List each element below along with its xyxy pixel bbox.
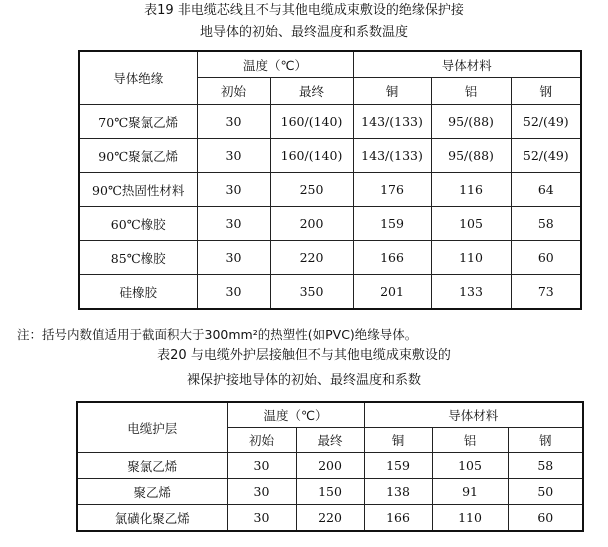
cell-final: 150 bbox=[296, 479, 364, 505]
header-insulation: 导体绝缘 bbox=[79, 51, 197, 105]
row-label: 硅橡胶 bbox=[79, 275, 197, 310]
cell-copper: 166 bbox=[364, 505, 432, 532]
cell-final: 200 bbox=[270, 207, 353, 241]
cell-copper: 176 bbox=[353, 173, 431, 207]
cell-final: 160/(140) bbox=[270, 139, 353, 173]
header-final: 最终 bbox=[270, 78, 353, 105]
header-material: 导体材料 bbox=[353, 51, 581, 78]
table20 bbox=[76, 401, 584, 532]
cell-steel: 52/(49) bbox=[511, 139, 581, 173]
cell-steel: 60 bbox=[511, 241, 581, 275]
header-final: 最终 bbox=[296, 428, 364, 453]
table-row bbox=[77, 479, 583, 505]
row-label: 85℃橡胶 bbox=[79, 241, 197, 275]
header-material: 导体材料 bbox=[364, 402, 583, 428]
cell-aluminum: 116 bbox=[431, 173, 511, 207]
cell-aluminum: 95/(88) bbox=[431, 139, 511, 173]
cell-aluminum: 95/(88) bbox=[431, 105, 511, 139]
cell-steel: 52/(49) bbox=[511, 105, 581, 139]
header-aluminum: 铝 bbox=[432, 428, 508, 453]
cell-aluminum: 105 bbox=[431, 207, 511, 241]
cell-initial: 30 bbox=[227, 453, 296, 479]
row-label: 90℃聚氯乙烯 bbox=[79, 139, 197, 173]
table-row bbox=[77, 505, 583, 532]
row-label: 70℃聚氯乙烯 bbox=[79, 105, 197, 139]
cell-final: 250 bbox=[270, 173, 353, 207]
cell-copper: 143/(133) bbox=[353, 105, 431, 139]
table-row bbox=[79, 207, 581, 241]
row-label: 氯磺化聚乙烯 bbox=[77, 505, 227, 532]
cell-copper: 143/(133) bbox=[353, 139, 431, 173]
cell-final: 350 bbox=[270, 275, 353, 310]
cell-final: 220 bbox=[296, 505, 364, 532]
row-label: 90℃热固性材料 bbox=[79, 173, 197, 207]
table-row bbox=[79, 241, 581, 275]
header-steel: 钢 bbox=[508, 428, 583, 453]
table-row bbox=[79, 173, 581, 207]
row-label: 聚氯乙烯 bbox=[77, 453, 227, 479]
header-temperature: 温度（℃） bbox=[197, 51, 353, 78]
cell-final: 160/(140) bbox=[270, 105, 353, 139]
cell-initial: 30 bbox=[197, 275, 270, 310]
cell-aluminum: 133 bbox=[431, 275, 511, 310]
cell-copper: 166 bbox=[353, 241, 431, 275]
table19 bbox=[78, 50, 582, 310]
header-steel: 钢 bbox=[511, 78, 581, 105]
table-row bbox=[79, 105, 581, 139]
row-label: 聚乙烯 bbox=[77, 479, 227, 505]
cell-final: 220 bbox=[270, 241, 353, 275]
table-row bbox=[79, 275, 581, 310]
cell-aluminum: 105 bbox=[432, 453, 508, 479]
row-label: 60℃橡胶 bbox=[79, 207, 197, 241]
cell-steel: 58 bbox=[511, 207, 581, 241]
table19-note: 注：括号内数值适用于截面积大于300mm²的热塑性(如PVC)绝缘导体。 bbox=[17, 327, 418, 342]
cell-initial: 30 bbox=[227, 479, 296, 505]
cell-steel: 60 bbox=[508, 505, 583, 532]
header-copper: 铜 bbox=[364, 428, 432, 453]
cell-copper: 138 bbox=[364, 479, 432, 505]
cell-initial: 30 bbox=[197, 139, 270, 173]
header-initial: 初始 bbox=[227, 428, 296, 453]
table-row bbox=[79, 139, 581, 173]
cell-aluminum: 91 bbox=[432, 479, 508, 505]
header-initial: 初始 bbox=[197, 78, 270, 105]
header-aluminum: 铝 bbox=[431, 78, 511, 105]
cell-initial: 30 bbox=[197, 241, 270, 275]
cell-initial: 30 bbox=[197, 173, 270, 207]
cell-final: 200 bbox=[296, 453, 364, 479]
cell-initial: 30 bbox=[197, 207, 270, 241]
cell-steel: 50 bbox=[508, 479, 583, 505]
cell-initial: 30 bbox=[197, 105, 270, 139]
cell-copper: 159 bbox=[353, 207, 431, 241]
header-copper: 铜 bbox=[353, 78, 431, 105]
table20-title-line1: 表20 与电缆外护层接触但不与其他电缆成束敷设的 bbox=[157, 348, 451, 363]
table20-title-line2: 裸保护接地导体的初始、最终温度和系数 bbox=[186, 373, 421, 388]
cell-aluminum: 110 bbox=[431, 241, 511, 275]
header-temperature: 温度（℃） bbox=[227, 402, 364, 428]
cell-initial: 30 bbox=[227, 505, 296, 532]
table19-title-line1: 表19 非电缆芯线且不与其他电缆成束敷设的绝缘保护接 bbox=[144, 3, 464, 18]
cell-copper: 201 bbox=[353, 275, 431, 310]
table-row bbox=[77, 453, 583, 479]
header-sheath: 电缆护层 bbox=[77, 402, 227, 453]
cell-steel: 73 bbox=[511, 275, 581, 310]
table19-title-line2: 地导体的初始、最终温度和系数温度 bbox=[199, 25, 408, 40]
cell-steel: 64 bbox=[511, 173, 581, 207]
cell-steel: 58 bbox=[508, 453, 583, 479]
cell-copper: 159 bbox=[364, 453, 432, 479]
cell-aluminum: 110 bbox=[432, 505, 508, 532]
